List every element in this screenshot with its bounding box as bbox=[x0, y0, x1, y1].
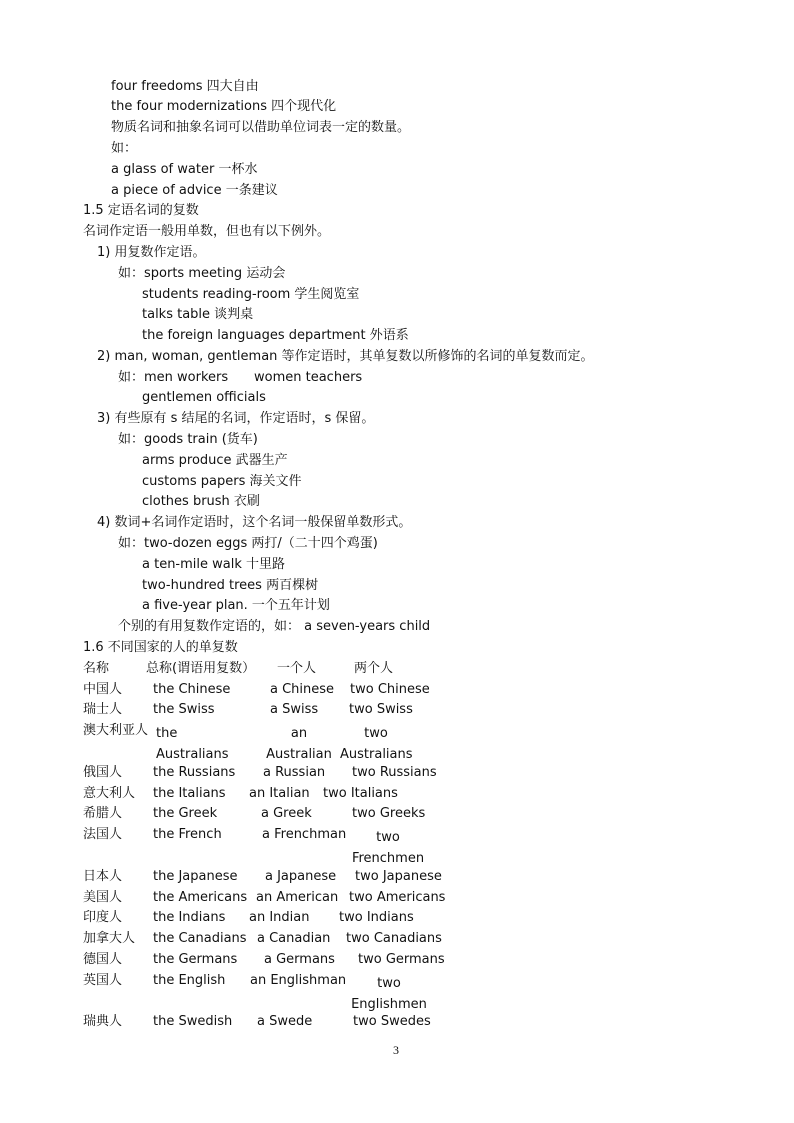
row-general: the Italians bbox=[153, 786, 226, 801]
example-line: 如：sports meeting 运动会 bbox=[118, 266, 286, 281]
row-two: two Swiss bbox=[349, 702, 413, 717]
row-two: two Indians bbox=[339, 910, 414, 925]
example-line: gentlemen officials bbox=[142, 390, 266, 405]
row-general: the Germans bbox=[153, 952, 238, 967]
row-two: two Americans bbox=[349, 890, 446, 905]
row-one: a Japanese bbox=[265, 869, 337, 884]
row-name: 日本人 bbox=[83, 869, 123, 884]
table-header-two: 两个人 bbox=[354, 661, 394, 676]
example-line: a ten-mile walk 十里路 bbox=[142, 557, 286, 572]
exception-line: 个别的有用复数作定语的，如： a seven-years child bbox=[118, 619, 431, 634]
page-number: 3 bbox=[393, 1043, 399, 1057]
table-header-name: 名称 bbox=[83, 661, 110, 676]
row-name: 加拿大人 bbox=[83, 931, 136, 946]
section-summary: 名词作定语一般用单数，但也有以下例外。 bbox=[83, 224, 331, 239]
rule-title: 4) 数词+名词作定语时，这个名词一般保留单数形式。 bbox=[97, 515, 412, 530]
row-two: two Englishmen bbox=[351, 976, 427, 1012]
intro-line: four freedoms 四大自由 bbox=[111, 79, 259, 94]
row-name: 瑞士人 bbox=[83, 702, 123, 717]
row-two: two Greeks bbox=[352, 806, 426, 821]
row-two: two Germans bbox=[358, 952, 445, 967]
row-name: 瑞典人 bbox=[83, 1014, 123, 1029]
row-one: a Frenchman bbox=[262, 827, 347, 842]
row-general: the Canadians bbox=[153, 931, 247, 946]
example-line: students reading-room 学生阅览室 bbox=[142, 287, 360, 302]
example-line: 如：men workers bbox=[118, 370, 229, 385]
row-name: 德国人 bbox=[83, 952, 123, 967]
row-general: the Swedish bbox=[153, 1014, 233, 1029]
intro-line: 如： bbox=[111, 141, 138, 156]
row-one: an Indian bbox=[249, 910, 310, 925]
row-general: the Japanese bbox=[153, 869, 238, 884]
row-two: two Australians bbox=[340, 726, 413, 762]
row-one: an Englishman bbox=[250, 973, 347, 988]
row-general: the Swiss bbox=[153, 702, 215, 717]
intro-line: a piece of advice 一条建议 bbox=[111, 183, 278, 198]
row-two: two Swedes bbox=[353, 1014, 431, 1029]
example-line: women teachers bbox=[254, 370, 363, 385]
row-one: an Italian bbox=[249, 786, 310, 801]
row-name: 法国人 bbox=[83, 827, 123, 842]
example-line: 如：two-dozen eggs 两打/（二十四个鸡蛋) bbox=[118, 536, 378, 551]
example-line: clothes brush 衣刷 bbox=[142, 494, 260, 509]
row-two: two Frenchmen bbox=[351, 830, 425, 866]
row-two: two Japanese bbox=[355, 869, 442, 884]
row-one: a Greek bbox=[261, 806, 312, 821]
intro-line: 物质名词和抽象名词可以借助单位词表一定的数量。 bbox=[111, 120, 411, 135]
row-two: two Italians bbox=[323, 786, 398, 801]
row-general: the Russians bbox=[153, 765, 236, 780]
row-name: 俄国人 bbox=[83, 765, 123, 780]
row-two: two Canadians bbox=[346, 931, 442, 946]
row-one: a Swede bbox=[257, 1014, 313, 1029]
example-line: 如：goods train (货车) bbox=[118, 432, 258, 447]
rule-title: 3) 有些原有 s 结尾的名词，作定语时，s 保留。 bbox=[97, 411, 375, 426]
section-heading: 1.5 定语名词的复数 bbox=[83, 203, 199, 218]
row-one: a Germans bbox=[264, 952, 335, 967]
row-name: 澳大利亚人 bbox=[83, 723, 149, 738]
intro-line: a glass of water 一杯水 bbox=[111, 162, 258, 177]
example-line: the foreign languages department 外语系 bbox=[142, 328, 409, 343]
section-heading: 1.6 不同国家的人的单复数 bbox=[83, 640, 238, 655]
row-name: 意大利人 bbox=[83, 786, 136, 801]
table-header-general: 总称(谓语用复数） bbox=[146, 661, 256, 676]
row-general: the Australians bbox=[156, 726, 229, 762]
row-general: the English bbox=[153, 973, 226, 988]
example-line: customs papers 海关文件 bbox=[142, 474, 302, 489]
row-name: 印度人 bbox=[83, 910, 123, 925]
row-two: two Chinese bbox=[350, 682, 430, 697]
row-name: 英国人 bbox=[83, 973, 123, 988]
rule-title: 1) 用复数作定语。 bbox=[97, 245, 206, 260]
row-one: a Canadian bbox=[257, 931, 331, 946]
row-general: the Americans bbox=[153, 890, 248, 905]
row-general: the Greek bbox=[153, 806, 218, 821]
row-one: an American bbox=[256, 890, 339, 905]
row-name: 美国人 bbox=[83, 890, 123, 905]
row-name: 中国人 bbox=[83, 682, 123, 697]
row-name: 希腊人 bbox=[83, 806, 123, 821]
row-general: the Indians bbox=[153, 910, 226, 925]
row-one: a Chinese bbox=[270, 682, 335, 697]
row-one: an Australian bbox=[266, 726, 332, 762]
example-line: talks table 谈判桌 bbox=[142, 307, 254, 322]
example-line: two-hundred trees 两百棵树 bbox=[142, 578, 319, 593]
row-two: two Russians bbox=[352, 765, 437, 780]
row-general: the French bbox=[153, 827, 222, 842]
example-line: a five-year plan. 一个五年计划 bbox=[142, 598, 330, 613]
table-header-one: 一个人 bbox=[277, 661, 317, 676]
rule-title: 2) man, woman, gentleman 等作定语时，其单复数以所修饰的名词的单复数而定。 bbox=[97, 349, 594, 364]
intro-line: the four modernizations 四个现代化 bbox=[111, 99, 337, 114]
row-one: a Russian bbox=[263, 765, 326, 780]
row-one: a Swiss bbox=[270, 702, 319, 717]
row-general: the Chinese bbox=[153, 682, 231, 697]
example-line: arms produce 武器生产 bbox=[142, 453, 288, 468]
